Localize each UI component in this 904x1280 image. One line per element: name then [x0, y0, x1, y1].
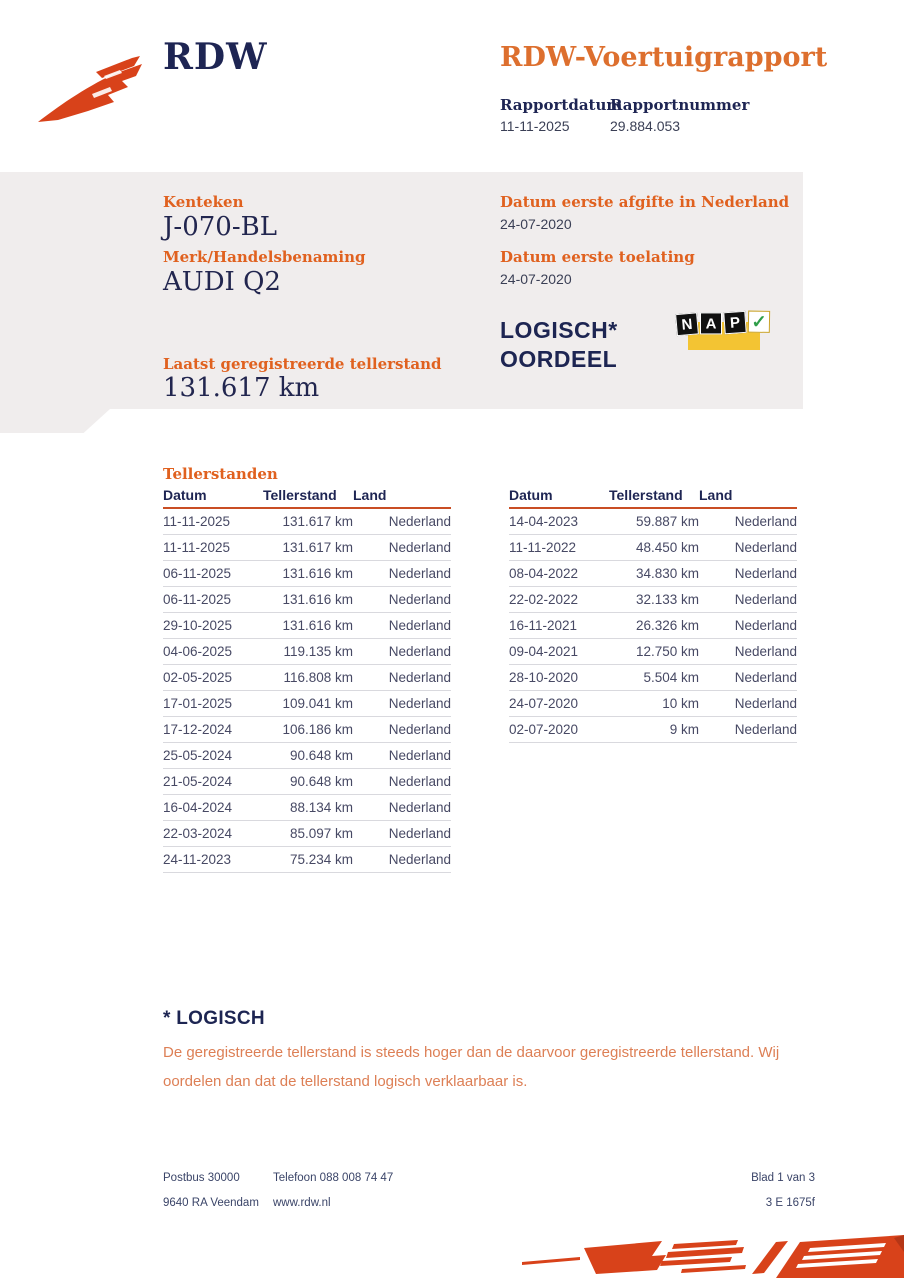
oordeel-verdict [500, 316, 618, 374]
table-row [163, 639, 451, 665]
cell-land: Nederland [353, 847, 451, 873]
footer-doc-code: 3 E 1675f [765, 1197, 815, 1209]
column-header-datum: Datum [163, 487, 263, 508]
table-row [163, 691, 451, 717]
cell-tellerstand: 85.097 km [263, 821, 353, 847]
cell-datum: 22-03-2024 [163, 821, 263, 847]
eerste-toelating-value: 24-07-2020 [500, 271, 572, 287]
cell-datum: 08-04-2022 [509, 561, 609, 587]
column-header-tellerstand: Tellerstand [263, 487, 353, 508]
cell-tellerstand: 106.186 km [263, 717, 353, 743]
cell-datum: 17-01-2025 [163, 691, 263, 717]
table-header-row [509, 487, 797, 508]
table-row [163, 769, 451, 795]
table-row [509, 535, 797, 561]
eerste-afgifte-value: 24-07-2020 [500, 216, 572, 232]
rdw-logo-wordmark: RDW [163, 36, 268, 78]
cell-datum: 21-05-2024 [163, 769, 263, 795]
oordeel-line1: LOGISCH* [500, 317, 618, 343]
cell-datum: 17-12-2024 [163, 717, 263, 743]
cell-datum: 24-11-2023 [163, 847, 263, 873]
cell-tellerstand: 131.617 km [263, 508, 353, 535]
cell-datum: 09-04-2021 [509, 639, 609, 665]
cell-datum: 06-11-2025 [163, 561, 263, 587]
table-row [163, 795, 451, 821]
footer-page-number: Blad 1 van 3 [751, 1172, 815, 1184]
cell-tellerstand: 32.133 km [609, 587, 699, 613]
cell-land: Nederland [699, 639, 797, 665]
nap-letter-a: A [700, 312, 722, 334]
laatste-tellerstand-value: 131.617 km [163, 373, 320, 403]
cell-tellerstand: 90.648 km [263, 769, 353, 795]
cell-land: Nederland [353, 613, 451, 639]
cell-land: Nederland [699, 508, 797, 535]
table-row [509, 587, 797, 613]
cell-land: Nederland [353, 665, 451, 691]
cell-tellerstand: 88.134 km [263, 795, 353, 821]
cell-datum: 04-06-2025 [163, 639, 263, 665]
footer-postbus: Postbus 30000 [163, 1172, 240, 1184]
kenteken-label: Kenteken [163, 193, 244, 211]
cell-land: Nederland [699, 665, 797, 691]
cell-land: Nederland [353, 561, 451, 587]
cell-land: Nederland [353, 821, 451, 847]
cell-datum: 06-11-2025 [163, 587, 263, 613]
column-header-land: Land [353, 487, 451, 508]
footer-city: 9640 RA Veendam [163, 1197, 259, 1209]
report-number-label: Rapportnummer [610, 96, 750, 114]
report-date-value: 11-11-2025 [500, 118, 570, 134]
footer-website: www.rdw.nl [273, 1197, 331, 1209]
table-row [163, 847, 451, 873]
report-number-value: 29.884.053 [610, 118, 681, 134]
table-row [163, 587, 451, 613]
cell-tellerstand: 109.041 km [263, 691, 353, 717]
logisch-footnote-title: * LOGISCH [163, 1008, 265, 1029]
table-header-row [163, 487, 451, 508]
cell-land: Nederland [353, 535, 451, 561]
cell-datum: 02-05-2025 [163, 665, 263, 691]
cell-land: Nederland [699, 691, 797, 717]
cell-land: Nederland [353, 639, 451, 665]
tellerstanden-table-left [163, 487, 451, 873]
oordeel-line2: OORDEEL [500, 346, 618, 372]
cell-datum: 25-05-2024 [163, 743, 263, 769]
cell-tellerstand: 59.887 km [609, 508, 699, 535]
cell-land: Nederland [353, 717, 451, 743]
cell-land: Nederland [353, 769, 451, 795]
cell-datum: 22-02-2022 [509, 587, 609, 613]
logisch-footnote-text: De geregistreerde tellerstand is steeds hoger dan de daarvoor geregistreerde tellerstand. Wij oordelen dan dat de tellerstand logisch verklaarbaar is. [163, 1044, 780, 1090]
cell-tellerstand: 26.326 km [609, 613, 699, 639]
cell-land: Nederland [353, 508, 451, 535]
cell-tellerstand: 116.808 km [263, 665, 353, 691]
rdw-bottom-speed-graphic [514, 1232, 904, 1280]
cell-land: Nederland [699, 561, 797, 587]
laatste-tellerstand-label: Laatst geregistreerde tellerstand [163, 355, 442, 373]
table-row [509, 639, 797, 665]
cell-datum: 02-07-2020 [509, 717, 609, 743]
table-row [163, 665, 451, 691]
rdw-logo-swoosh-icon [36, 50, 146, 124]
cell-tellerstand: 48.450 km [609, 535, 699, 561]
merk-value: AUDI Q2 [163, 267, 281, 297]
cell-datum: 11-11-2022 [509, 535, 609, 561]
cell-land: Nederland [353, 691, 451, 717]
cell-land: Nederland [353, 795, 451, 821]
nap-logo-tiles [676, 310, 771, 335]
column-header-land: Land [699, 487, 797, 508]
report-title: RDW-Voertuigrapport [500, 42, 828, 73]
eerste-toelating-label: Datum eerste toelating [500, 248, 695, 266]
table-row [509, 613, 797, 639]
cell-tellerstand: 75.234 km [263, 847, 353, 873]
table-row [163, 561, 451, 587]
nap-logo [676, 310, 767, 356]
cell-datum: 11-11-2025 [163, 535, 263, 561]
cell-datum: 11-11-2025 [163, 508, 263, 535]
merk-label: Merk/Handelsbenaming [163, 248, 366, 266]
table-row [163, 717, 451, 743]
cell-datum: 14-04-2023 [509, 508, 609, 535]
cell-datum: 29-10-2025 [163, 613, 263, 639]
cell-tellerstand: 131.616 km [263, 561, 353, 587]
table-row [509, 561, 797, 587]
cell-tellerstand: 131.616 km [263, 587, 353, 613]
table-row [163, 743, 451, 769]
nap-letter-n: N [675, 312, 699, 336]
nap-letter-p: P [723, 311, 746, 334]
table-row [163, 535, 451, 561]
cell-tellerstand: 10 km [609, 691, 699, 717]
cell-land: Nederland [699, 587, 797, 613]
table-row [509, 717, 797, 743]
nap-checkmark-icon: ✓ [748, 311, 770, 333]
cell-tellerstand: 90.648 km [263, 743, 353, 769]
table-row [509, 508, 797, 535]
cell-land: Nederland [353, 743, 451, 769]
table-row [163, 821, 451, 847]
cell-land: Nederland [353, 587, 451, 613]
report-date-label: Rapportdatum [500, 96, 623, 114]
table-row [509, 691, 797, 717]
table-row [163, 508, 451, 535]
cell-datum: 28-10-2020 [509, 665, 609, 691]
cell-tellerstand: 131.617 km [263, 535, 353, 561]
cell-tellerstand: 131.616 km [263, 613, 353, 639]
cell-land: Nederland [699, 613, 797, 639]
cell-datum: 16-04-2024 [163, 795, 263, 821]
cell-tellerstand: 5.504 km [609, 665, 699, 691]
cell-land: Nederland [699, 535, 797, 561]
tellerstanden-table-right [509, 487, 797, 743]
column-header-datum: Datum [509, 487, 609, 508]
cell-tellerstand: 119.135 km [263, 639, 353, 665]
cell-tellerstand: 9 km [609, 717, 699, 743]
eerste-afgifte-label: Datum eerste afgifte in Nederland [500, 193, 790, 211]
vehicle-info-panel-corner [0, 409, 110, 433]
footer-phone: Telefoon 088 008 74 47 [273, 1172, 394, 1184]
tellerstanden-section-title: Tellerstanden [163, 465, 278, 483]
cell-datum: 16-11-2021 [509, 613, 609, 639]
cell-tellerstand: 34.830 km [609, 561, 699, 587]
cell-tellerstand: 12.750 km [609, 639, 699, 665]
kenteken-value: J-070-BL [163, 212, 277, 242]
table-row [509, 665, 797, 691]
column-header-tellerstand: Tellerstand [609, 487, 699, 508]
table-row [163, 613, 451, 639]
cell-datum: 24-07-2020 [509, 691, 609, 717]
cell-land: Nederland [699, 717, 797, 743]
